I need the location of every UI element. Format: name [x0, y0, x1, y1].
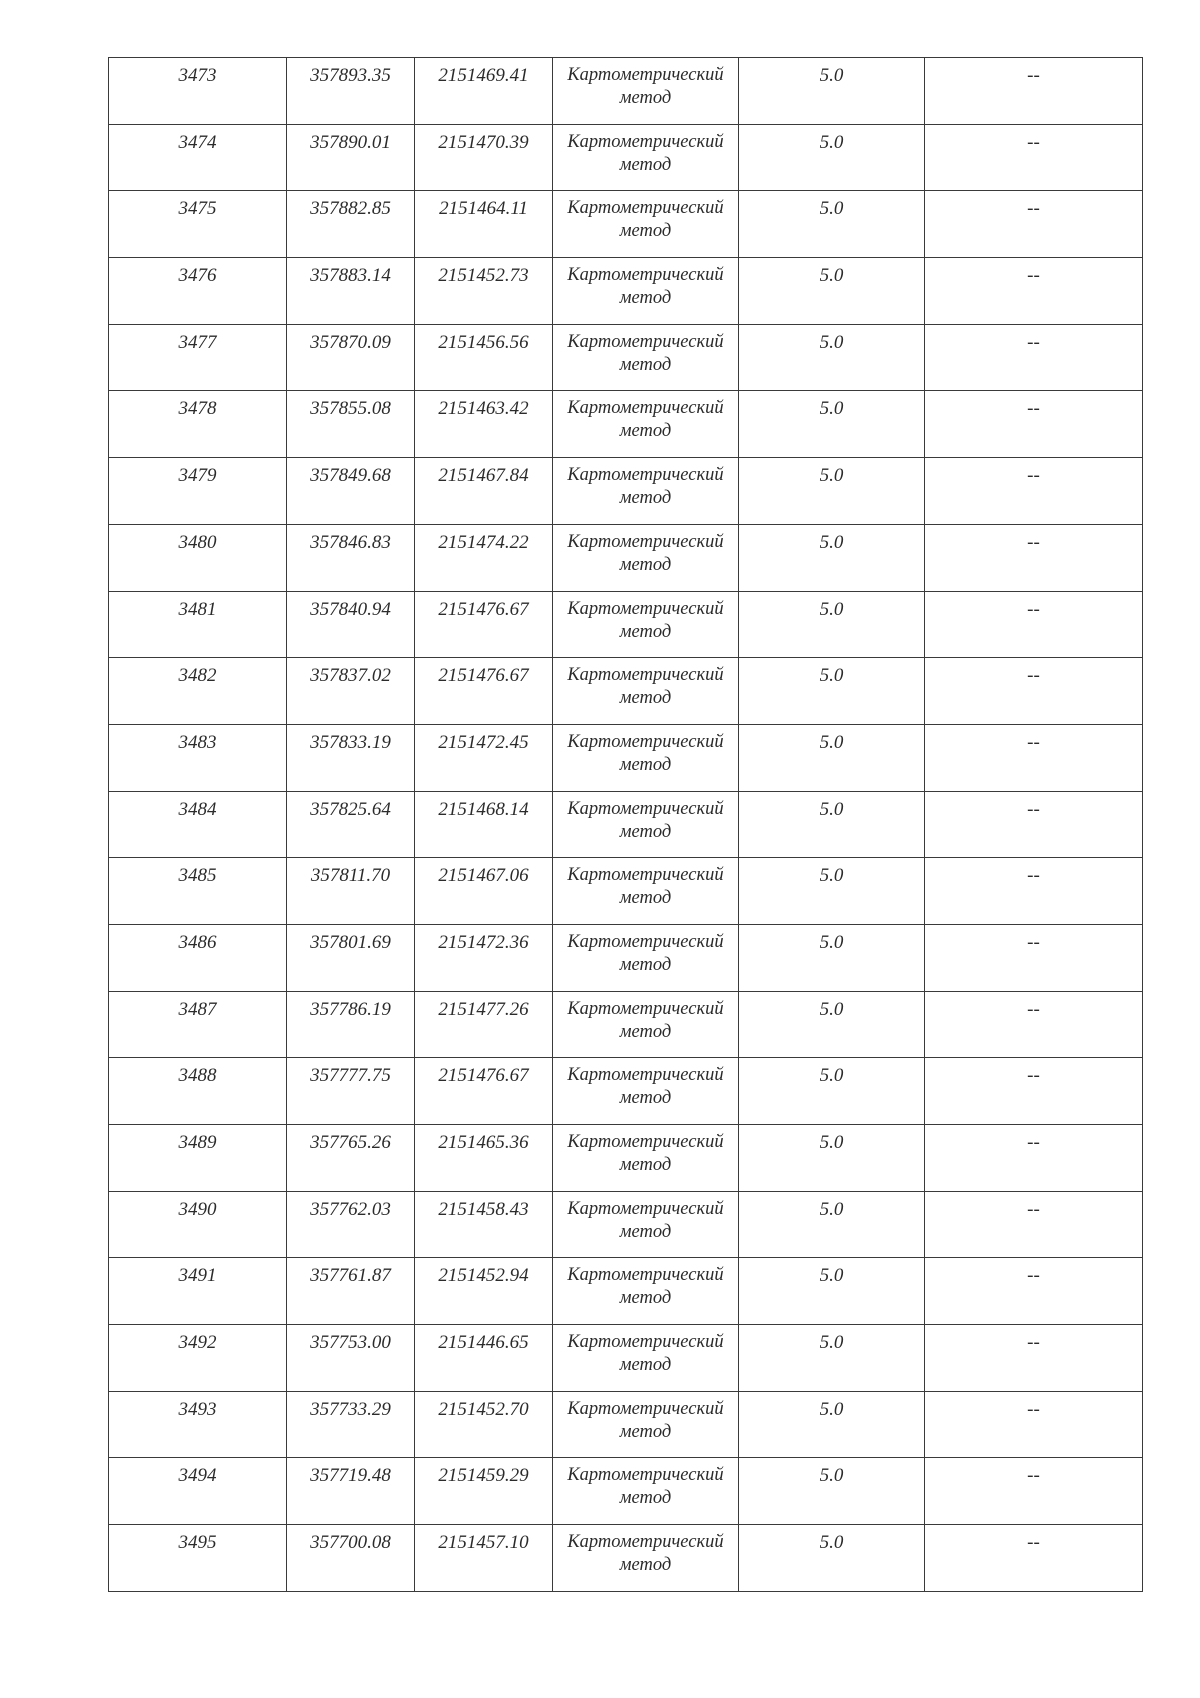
- note-cell: --: [925, 924, 1143, 991]
- table-row: [109, 1325, 1143, 1392]
- y-coordinate-cell: 2151467.84: [415, 458, 553, 525]
- note-cell: --: [925, 1458, 1143, 1525]
- method-cell: Картометрический метод: [553, 1125, 739, 1192]
- note-cell: --: [925, 58, 1143, 125]
- method-cell: Картометрический метод: [553, 658, 739, 725]
- y-coordinate-cell: 2151464.11: [415, 191, 553, 258]
- x-coordinate-cell: 357777.75: [287, 1058, 415, 1125]
- x-coordinate-cell: 357840.94: [287, 591, 415, 658]
- accuracy-cell: 5.0: [739, 324, 925, 391]
- method-cell: Картометрический метод: [553, 724, 739, 791]
- point-number-cell: 3481: [109, 591, 287, 658]
- table-row: [109, 1125, 1143, 1192]
- table-row: [109, 924, 1143, 991]
- method-cell: Картометрический метод: [553, 1325, 739, 1392]
- y-coordinate-cell: 2151476.67: [415, 1058, 553, 1125]
- note-cell: --: [925, 258, 1143, 325]
- x-coordinate-cell: 357855.08: [287, 391, 415, 458]
- accuracy-cell: 5.0: [739, 858, 925, 925]
- y-coordinate-cell: 2151452.70: [415, 1391, 553, 1458]
- method-cell: Картометрический метод: [553, 58, 739, 125]
- x-coordinate-cell: 357833.19: [287, 724, 415, 791]
- y-coordinate-cell: 2151476.67: [415, 591, 553, 658]
- x-coordinate-cell: 357719.48: [287, 1458, 415, 1525]
- table-row: [109, 1391, 1143, 1458]
- note-cell: --: [925, 791, 1143, 858]
- method-cell: Картометрический метод: [553, 991, 739, 1058]
- method-cell: Картометрический метод: [553, 1458, 739, 1525]
- table-row: [109, 724, 1143, 791]
- x-coordinate-cell: 357786.19: [287, 991, 415, 1058]
- x-coordinate-cell: 357811.70: [287, 858, 415, 925]
- method-cell: Картометрический метод: [553, 124, 739, 191]
- accuracy-cell: 5.0: [739, 124, 925, 191]
- note-cell: --: [925, 1525, 1143, 1592]
- point-number-cell: 3483: [109, 724, 287, 791]
- method-cell: Картометрический метод: [553, 791, 739, 858]
- method-cell: Картометрический метод: [553, 191, 739, 258]
- method-cell: Картометрический метод: [553, 1391, 739, 1458]
- y-coordinate-cell: 2151477.26: [415, 991, 553, 1058]
- y-coordinate-cell: 2151469.41: [415, 58, 553, 125]
- table-row: [109, 191, 1143, 258]
- point-number-cell: 3491: [109, 1258, 287, 1325]
- x-coordinate-cell: 357846.83: [287, 524, 415, 591]
- y-coordinate-cell: 2151465.36: [415, 1125, 553, 1192]
- method-cell: Картометрический метод: [553, 924, 739, 991]
- note-cell: --: [925, 124, 1143, 191]
- point-number-cell: 3493: [109, 1391, 287, 1458]
- x-coordinate-cell: 357883.14: [287, 258, 415, 325]
- y-coordinate-cell: 2151459.29: [415, 1458, 553, 1525]
- point-number-cell: 3484: [109, 791, 287, 858]
- y-coordinate-cell: 2151468.14: [415, 791, 553, 858]
- table-row: [109, 124, 1143, 191]
- accuracy-cell: 5.0: [739, 658, 925, 725]
- note-cell: --: [925, 1058, 1143, 1125]
- point-number-cell: 3475: [109, 191, 287, 258]
- accuracy-cell: 5.0: [739, 1191, 925, 1258]
- x-coordinate-cell: 357765.26: [287, 1125, 415, 1192]
- note-cell: --: [925, 1191, 1143, 1258]
- method-cell: Картометрический метод: [553, 324, 739, 391]
- table-row: [109, 1058, 1143, 1125]
- note-cell: --: [925, 524, 1143, 591]
- method-cell: Картометрический метод: [553, 591, 739, 658]
- accuracy-cell: 5.0: [739, 1525, 925, 1592]
- x-coordinate-cell: 357733.29: [287, 1391, 415, 1458]
- y-coordinate-cell: 2151476.67: [415, 658, 553, 725]
- note-cell: --: [925, 658, 1143, 725]
- table-row: [109, 991, 1143, 1058]
- accuracy-cell: 5.0: [739, 391, 925, 458]
- table-row: [109, 658, 1143, 725]
- y-coordinate-cell: 2151446.65: [415, 1325, 553, 1392]
- y-coordinate-cell: 2151472.45: [415, 724, 553, 791]
- point-number-cell: 3494: [109, 1458, 287, 1525]
- method-cell: Картометрический метод: [553, 1525, 739, 1592]
- accuracy-cell: 5.0: [739, 191, 925, 258]
- accuracy-cell: 5.0: [739, 1325, 925, 1392]
- table-row: [109, 791, 1143, 858]
- x-coordinate-cell: 357825.64: [287, 791, 415, 858]
- accuracy-cell: 5.0: [739, 1125, 925, 1192]
- note-cell: --: [925, 1325, 1143, 1392]
- y-coordinate-cell: 2151474.22: [415, 524, 553, 591]
- accuracy-cell: 5.0: [739, 58, 925, 125]
- method-cell: Картометрический метод: [553, 1058, 739, 1125]
- note-cell: --: [925, 991, 1143, 1058]
- note-cell: --: [925, 1258, 1143, 1325]
- accuracy-cell: 5.0: [739, 924, 925, 991]
- table-row: [109, 1458, 1143, 1525]
- point-number-cell: 3492: [109, 1325, 287, 1392]
- table-row: [109, 1258, 1143, 1325]
- y-coordinate-cell: 2151472.36: [415, 924, 553, 991]
- y-coordinate-cell: 2151456.56: [415, 324, 553, 391]
- coordinates-table-body: [109, 58, 1143, 1592]
- x-coordinate-cell: 357893.35: [287, 58, 415, 125]
- point-number-cell: 3487: [109, 991, 287, 1058]
- accuracy-cell: 5.0: [739, 258, 925, 325]
- y-coordinate-cell: 2151452.73: [415, 258, 553, 325]
- point-number-cell: 3482: [109, 658, 287, 725]
- x-coordinate-cell: 357890.01: [287, 124, 415, 191]
- method-cell: Картометрический метод: [553, 258, 739, 325]
- note-cell: --: [925, 391, 1143, 458]
- point-number-cell: 3478: [109, 391, 287, 458]
- note-cell: --: [925, 458, 1143, 525]
- point-number-cell: 3490: [109, 1191, 287, 1258]
- y-coordinate-cell: 2151467.06: [415, 858, 553, 925]
- point-number-cell: 3485: [109, 858, 287, 925]
- y-coordinate-cell: 2151452.94: [415, 1258, 553, 1325]
- point-number-cell: 3479: [109, 458, 287, 525]
- table-row: [109, 58, 1143, 125]
- x-coordinate-cell: 357870.09: [287, 324, 415, 391]
- point-number-cell: 3474: [109, 124, 287, 191]
- y-coordinate-cell: 2151458.43: [415, 1191, 553, 1258]
- accuracy-cell: 5.0: [739, 458, 925, 525]
- accuracy-cell: 5.0: [739, 724, 925, 791]
- point-number-cell: 3495: [109, 1525, 287, 1592]
- table-row: [109, 524, 1143, 591]
- y-coordinate-cell: 2151457.10: [415, 1525, 553, 1592]
- point-number-cell: 3477: [109, 324, 287, 391]
- table-row: [109, 1525, 1143, 1592]
- table-row: [109, 391, 1143, 458]
- method-cell: Картометрический метод: [553, 858, 739, 925]
- note-cell: --: [925, 858, 1143, 925]
- x-coordinate-cell: 357837.02: [287, 658, 415, 725]
- accuracy-cell: 5.0: [739, 1391, 925, 1458]
- x-coordinate-cell: 357700.08: [287, 1525, 415, 1592]
- note-cell: --: [925, 1125, 1143, 1192]
- point-number-cell: 3480: [109, 524, 287, 591]
- note-cell: --: [925, 724, 1143, 791]
- point-number-cell: 3476: [109, 258, 287, 325]
- x-coordinate-cell: 357753.00: [287, 1325, 415, 1392]
- note-cell: --: [925, 591, 1143, 658]
- method-cell: Картометрический метод: [553, 391, 739, 458]
- point-number-cell: 3486: [109, 924, 287, 991]
- table-row: [109, 858, 1143, 925]
- x-coordinate-cell: 357761.87: [287, 1258, 415, 1325]
- x-coordinate-cell: 357762.03: [287, 1191, 415, 1258]
- note-cell: --: [925, 324, 1143, 391]
- accuracy-cell: 5.0: [739, 1258, 925, 1325]
- x-coordinate-cell: 357849.68: [287, 458, 415, 525]
- method-cell: Картометрический метод: [553, 458, 739, 525]
- point-number-cell: 3489: [109, 1125, 287, 1192]
- method-cell: Картометрический метод: [553, 1191, 739, 1258]
- x-coordinate-cell: 357801.69: [287, 924, 415, 991]
- accuracy-cell: 5.0: [739, 991, 925, 1058]
- accuracy-cell: 5.0: [739, 1458, 925, 1525]
- coordinates-table: [108, 57, 1143, 1592]
- y-coordinate-cell: 2151463.42: [415, 391, 553, 458]
- method-cell: Картометрический метод: [553, 524, 739, 591]
- note-cell: --: [925, 191, 1143, 258]
- accuracy-cell: 5.0: [739, 591, 925, 658]
- table-row: [109, 324, 1143, 391]
- table-row: [109, 1191, 1143, 1258]
- point-number-cell: 3473: [109, 58, 287, 125]
- y-coordinate-cell: 2151470.39: [415, 124, 553, 191]
- accuracy-cell: 5.0: [739, 1058, 925, 1125]
- note-cell: --: [925, 1391, 1143, 1458]
- accuracy-cell: 5.0: [739, 524, 925, 591]
- x-coordinate-cell: 357882.85: [287, 191, 415, 258]
- table-row: [109, 258, 1143, 325]
- point-number-cell: 3488: [109, 1058, 287, 1125]
- accuracy-cell: 5.0: [739, 791, 925, 858]
- table-row: [109, 591, 1143, 658]
- method-cell: Картометрический метод: [553, 1258, 739, 1325]
- table-row: [109, 458, 1143, 525]
